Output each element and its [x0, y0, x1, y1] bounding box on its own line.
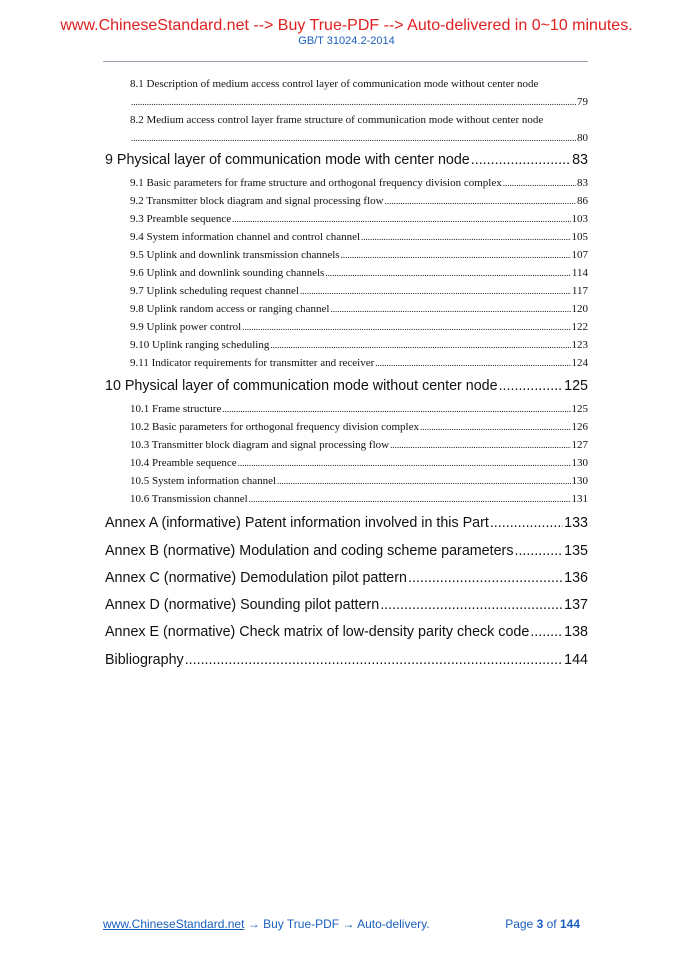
toc-sub-entry[interactable]: [130, 492, 588, 506]
toc-page-number: 122: [571, 321, 588, 333]
toc-page-number: 138: [564, 624, 588, 640]
toc-entry-label: 10.1 Frame structure: [130, 403, 222, 415]
toc-sub-entry[interactable]: [130, 338, 588, 352]
dot-leader: [131, 95, 576, 109]
toc-entry-label: 9.10 Uplink ranging scheduling: [130, 339, 270, 351]
toc-entry-label: 9.4 System information channel and control channel: [130, 231, 361, 243]
toc-page-number: 105: [571, 231, 588, 243]
toc-page-number: 114: [571, 267, 588, 279]
toc-page-number: 107: [571, 249, 588, 261]
toc-page-number: 86: [577, 195, 588, 207]
dot-leader: [390, 438, 570, 452]
toc-sub-entry[interactable]: [130, 474, 588, 488]
toc-entry-label: Annex B (normative) Modulation and coding scheme parameters: [105, 543, 514, 559]
toc-page-number: 79: [577, 96, 588, 108]
toc-main-entry[interactable]: [105, 515, 588, 532]
toc-page-number: 125: [571, 403, 588, 415]
toc-page-number: 130: [571, 457, 588, 469]
dot-leader: [361, 230, 570, 244]
toc-page-number: 117: [571, 285, 588, 297]
dot-leader: [385, 194, 576, 208]
toc-sub-entry[interactable]: [130, 356, 588, 370]
toc-sub-entry[interactable]: [130, 266, 588, 280]
dot-leader: [277, 474, 570, 488]
toc-sub-entry[interactable]: [130, 176, 588, 190]
toc-entry-label: 9.3 Preamble sequence: [130, 213, 232, 225]
dot-leader: [270, 338, 570, 352]
footer-site-link[interactable]: www.ChineseStandard.net: [103, 917, 245, 931]
toc-page-number: 136: [564, 570, 588, 586]
toc-entry-label: Annex D (normative) Sounding pilot pattern: [105, 597, 380, 613]
toc-sub-entry[interactable]: [130, 456, 588, 470]
toc-sub-entry[interactable]: [130, 212, 588, 226]
dot-leader: [131, 131, 576, 145]
dot-leader: [300, 284, 571, 298]
toc-entry-label: 9.7 Uplink scheduling request channel: [130, 285, 299, 297]
toc-page-number: 83: [577, 177, 588, 189]
dot-leader: [249, 492, 571, 506]
total-pages-number: 144: [559, 917, 580, 931]
dot-leader: [499, 378, 564, 395]
toc-page-number: 135: [564, 543, 588, 559]
dot-leader: [471, 152, 571, 169]
dot-leader: [530, 624, 563, 641]
toc-entry-label: 9.11 Indicator requirements for transmitter and receiver: [130, 357, 375, 369]
toc-entry-label: 10.2 Basic parameters for orthogonal frequency division complex: [130, 421, 419, 433]
dot-leader: [232, 212, 570, 226]
toc-entry-label: 10.4 Preamble sequence: [130, 457, 237, 469]
toc-sub-entry[interactable]: [130, 320, 588, 334]
promo-banner[interactable]: www.ChineseStandard.net --> Buy True-PDF --> Auto-delivered in 0~10 minutes.: [60, 17, 633, 34]
toc-entry-label: 10.5 System information channel: [130, 475, 277, 487]
dot-leader: [222, 402, 570, 416]
dot-leader: [490, 515, 563, 532]
toc-main-entry[interactable]: [105, 378, 588, 395]
toc-entry-8-2-leader[interactable]: [130, 131, 588, 145]
toc-main-entry[interactable]: [105, 597, 588, 614]
toc-sub-entry[interactable]: [130, 420, 588, 434]
toc-entry-label: Annex A (informative) Patent information involved in this Part: [105, 515, 489, 531]
toc-sub-entry[interactable]: [130, 248, 588, 262]
toc-page-number: 133: [564, 515, 588, 531]
toc-entry-label: Annex E (normative) Check matrix of low-density parity check code: [105, 624, 530, 640]
toc-page-number: 130: [571, 475, 588, 487]
dot-leader: [242, 320, 570, 334]
toc-sub-entry[interactable]: [130, 438, 588, 452]
toc-main-entry[interactable]: [105, 152, 588, 169]
toc-entry-label: Annex C (normative) Demodulation pilot pattern: [105, 570, 407, 586]
toc-page-number: 126: [571, 421, 588, 433]
toc-entry-label: 10.3 Transmitter block diagram and signal processing flow: [130, 439, 390, 451]
toc-entry-label: 9.9 Uplink power control: [130, 321, 242, 333]
dot-leader: [514, 543, 563, 560]
toc-sub-entry[interactable]: [130, 194, 588, 208]
dot-leader: [325, 266, 571, 280]
toc-entry-label: 10.6 Transmission channel: [130, 493, 248, 505]
page-footer: [103, 916, 588, 932]
current-page-number: 3: [536, 917, 544, 931]
toc-entry-label: 9.8 Uplink random access or ranging channel: [130, 303, 330, 315]
toc-entry-label: 9.5 Uplink and downlink transmission channels: [130, 249, 340, 261]
toc-entry-label: 9 Physical layer of communication mode with center node: [105, 152, 470, 168]
dot-leader: [341, 248, 571, 262]
toc-page-number: 123: [571, 339, 588, 351]
of-word: of: [546, 917, 557, 931]
toc-page-number: 144: [564, 652, 588, 668]
standard-code: GB/T 31024.2-2014: [298, 35, 395, 47]
toc-entry-8-1-text[interactable]: 8.1 Description of medium access control layer of communication mode without center node: [130, 78, 539, 90]
dot-leader: [408, 570, 563, 587]
toc-main-entry[interactable]: [105, 652, 588, 669]
toc-entry-label: 9.2 Transmitter block diagram and signal processing flow: [130, 195, 384, 207]
dot-leader: [238, 456, 571, 470]
toc-page-number: 124: [571, 357, 588, 369]
toc-page-number: 137: [564, 597, 588, 613]
dot-leader: [420, 420, 571, 434]
toc-page-number: 125: [564, 378, 588, 394]
toc-entry-8-1-leader[interactable]: [130, 95, 588, 109]
toc-main-entry[interactable]: [105, 624, 588, 641]
toc-entry-label: 10 Physical layer of communication mode without center node: [105, 378, 498, 394]
toc-sub-entry[interactable]: [130, 302, 588, 316]
toc-page-number: 103: [571, 213, 588, 225]
toc-page-number: 131: [571, 493, 588, 505]
toc-page-number: 127: [571, 439, 588, 451]
toc-entry-label: 9.6 Uplink and downlink sounding channels: [130, 267, 325, 279]
toc-entry-8-2-text[interactable]: 8.2 Medium access control layer frame structure of communication mode without center node: [130, 114, 544, 126]
toc-main-entry[interactable]: [105, 570, 588, 587]
page-word: Page: [505, 917, 534, 931]
toc-entry-label: Bibliography: [105, 652, 184, 668]
dot-leader: [185, 652, 563, 669]
toc-page-number: 83: [572, 152, 588, 168]
dot-leader: [380, 597, 563, 614]
toc-page-number: 120: [571, 303, 588, 315]
dot-leader: [503, 176, 576, 190]
toc-sub-entry[interactable]: [130, 284, 588, 298]
page-indicator: [505, 916, 580, 932]
dot-leader: [375, 356, 570, 370]
header-divider: [103, 61, 588, 62]
toc-page-number: 80: [577, 132, 588, 144]
toc-entry-label: 9.1 Basic parameters for frame structure and orthogonal frequency division complex: [130, 177, 502, 189]
toc-sub-entry[interactable]: [130, 230, 588, 244]
toc-sub-entry[interactable]: [130, 402, 588, 416]
toc-main-entry[interactable]: [105, 543, 588, 560]
dot-leader: [330, 302, 570, 316]
footer-promo-text: → Buy True-PDF → Auto-delivery.: [244, 917, 430, 931]
